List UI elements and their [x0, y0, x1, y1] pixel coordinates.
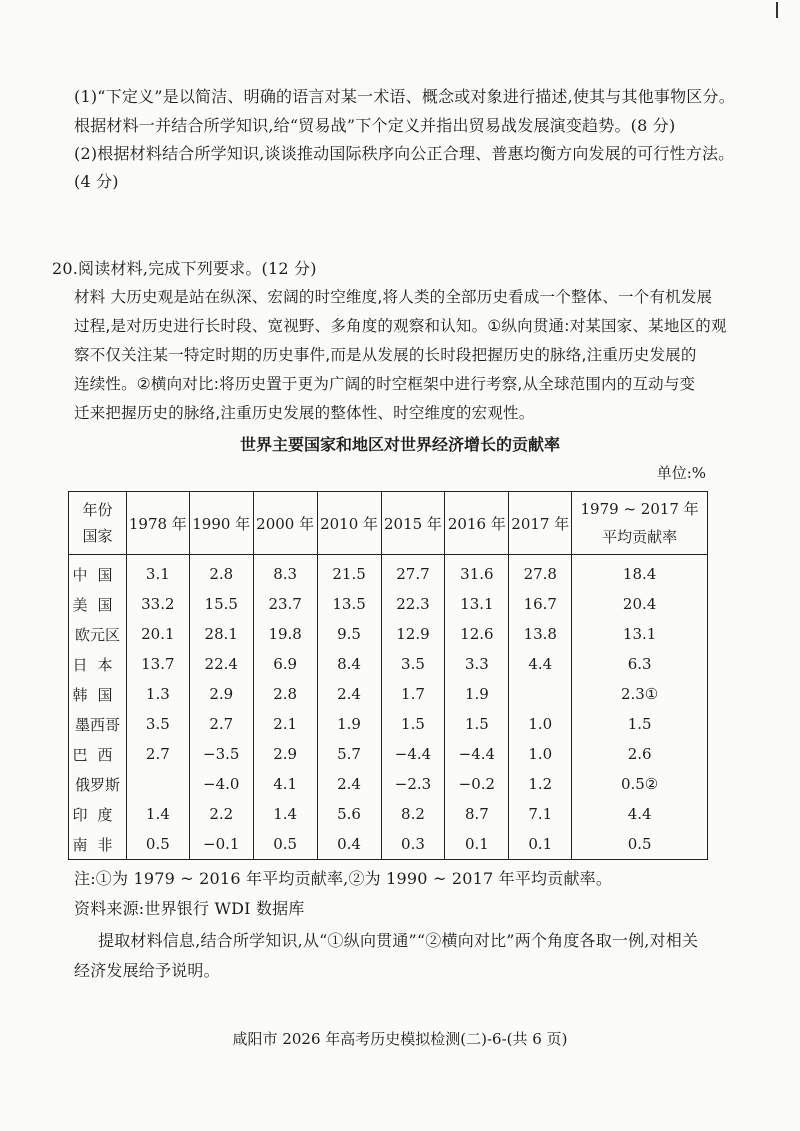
average-cell: 4.4: [572, 799, 708, 829]
value-cell: 16.7: [509, 589, 572, 619]
task-line1: 提取材料信息,结合所学知识,从“①纵向贯通”“②横向对比”两个角度各取一例,对相关: [98, 931, 699, 950]
q19-part2-line1: (2)根据材料结合所学知识,谈谈推动国际秩序向公正合理、普惠均衡方向发展的可行性方法。: [74, 144, 735, 163]
value-cell: 0.3: [381, 829, 445, 860]
year-header: 2000 年: [253, 492, 317, 555]
value-cell: 31.6: [445, 555, 509, 590]
table-row: [69, 829, 708, 860]
year-header: 1978 年: [126, 492, 189, 555]
average-cell: 1.5: [572, 709, 708, 739]
value-cell: 22.4: [189, 649, 253, 679]
average-header-period: 1979 ~ 2017 年: [580, 500, 699, 518]
value-cell: 1.5: [445, 709, 509, 739]
value-cell: 2.2: [189, 799, 253, 829]
country-cell: 南非: [69, 829, 127, 860]
value-cell: 1.2: [509, 769, 572, 799]
country-cell: 欧元区: [69, 619, 127, 649]
scan-edge-mark: [776, 2, 778, 18]
value-cell: 33.2: [126, 589, 189, 619]
value-cell: 1.3: [126, 679, 189, 709]
value-cell: −4.4: [381, 739, 445, 769]
table-row: [69, 679, 708, 709]
value-cell: 23.7: [253, 589, 317, 619]
material-line: 连续性。②横向对比:将历史置于更为广阔的时空框架中进行考察,从全球范围内的互动与变: [74, 375, 696, 393]
value-cell: 2.8: [253, 679, 317, 709]
value-cell: 2.4: [317, 769, 381, 799]
country-cell: 俄罗斯: [69, 769, 127, 799]
value-cell: 7.1: [509, 799, 572, 829]
average-cell: 2.3①: [572, 679, 708, 709]
average-header-label: 平均贡献率: [602, 528, 678, 546]
value-cell: 8.3: [253, 555, 317, 590]
table-row: [69, 739, 708, 769]
table-row: [69, 589, 708, 619]
country-cell: 美国: [69, 589, 127, 619]
value-cell: 0.4: [317, 829, 381, 860]
value-cell: 1.9: [445, 679, 509, 709]
value-cell: 8.2: [381, 799, 445, 829]
data-source: 资料来源:世界银行 WDI 数据库: [74, 899, 305, 918]
value-cell: 2.9: [253, 739, 317, 769]
year-header: 2016 年: [445, 492, 509, 555]
average-cell: 0.5②: [572, 769, 708, 799]
value-cell: 5.6: [317, 799, 381, 829]
value-cell: 13.8: [509, 619, 572, 649]
value-cell: 13.5: [317, 589, 381, 619]
value-cell: 8.7: [445, 799, 509, 829]
table-title: 世界主要国家和地区对世界经济增长的贡献率: [239, 435, 560, 454]
value-cell: 2.1: [253, 709, 317, 739]
value-cell: 1.7: [381, 679, 445, 709]
value-cell: −0.2: [445, 769, 509, 799]
table-row: [69, 619, 708, 649]
material-line: 材料 大历史观是站在纵深、宏阔的时空维度,将人类的全部历史看成一个整体、一个有机发展: [74, 288, 713, 306]
value-cell: 3.1: [126, 555, 189, 590]
corner-country-label: 国家: [82, 527, 113, 545]
task-line2: 经济发展给予说明。: [74, 961, 220, 980]
country-cell: 巴西: [69, 739, 127, 769]
value-cell: 15.5: [189, 589, 253, 619]
value-cell: 9.5: [317, 619, 381, 649]
value-cell: 2.4: [317, 679, 381, 709]
corner-year-label: 年份: [82, 501, 113, 519]
corner-header: [69, 492, 127, 555]
table-row: [69, 769, 708, 799]
value-cell: 1.0: [509, 709, 572, 739]
value-cell: [126, 769, 189, 799]
country-cell: 日本: [69, 649, 127, 679]
q19-part1-line2: 根据材料一并结合所学知识,给“贸易战”下个定义并指出贸易战发展演变趋势。(8 分): [74, 116, 676, 135]
year-header: 2010 年: [317, 492, 381, 555]
material-line: 过程,是对历史进行长时段、宽视野、多角度的观察和认知。①纵向贯通:对某国家、某地区的观: [74, 317, 727, 335]
table-row: [69, 555, 708, 590]
value-cell: 27.7: [381, 555, 445, 590]
average-cell: 20.4: [572, 589, 708, 619]
average-cell: 2.6: [572, 739, 708, 769]
average-cell: 6.3: [572, 649, 708, 679]
year-header: 1990 年: [189, 492, 253, 555]
table-unit: 单位:%: [656, 464, 706, 482]
country-cell: 印度: [69, 799, 127, 829]
average-cell: 0.5: [572, 829, 708, 860]
value-cell: 4.1: [253, 769, 317, 799]
value-cell: 1.0: [509, 739, 572, 769]
value-cell: 28.1: [189, 619, 253, 649]
average-cell: 18.4: [572, 555, 708, 590]
value-cell: 0.5: [253, 829, 317, 860]
value-cell: −0.1: [189, 829, 253, 860]
table-row: [69, 799, 708, 829]
value-cell: 2.7: [126, 739, 189, 769]
year-header: 2017 年: [509, 492, 572, 555]
value-cell: [509, 679, 572, 709]
value-cell: 12.9: [381, 619, 445, 649]
material-line: 迁来把握历史的脉络,注重历史发展的整体性、时空维度的宏观性。: [74, 404, 535, 422]
value-cell: −4.4: [445, 739, 509, 769]
value-cell: 3.3: [445, 649, 509, 679]
value-cell: 3.5: [381, 649, 445, 679]
average-header: [572, 492, 708, 555]
year-header: 2015 年: [381, 492, 445, 555]
contribution-table: [68, 491, 708, 860]
value-cell: 20.1: [126, 619, 189, 649]
value-cell: 22.3: [381, 589, 445, 619]
country-cell: 中国: [69, 555, 127, 590]
value-cell: 1.4: [126, 799, 189, 829]
table-note: 注:①为 1979 ~ 2016 年平均贡献率,②为 1990 ~ 2017 年平均贡献率。: [74, 869, 613, 888]
value-cell: 12.6: [445, 619, 509, 649]
value-cell: 2.8: [189, 555, 253, 590]
value-cell: 3.5: [126, 709, 189, 739]
value-cell: 1.4: [253, 799, 317, 829]
table-row: [69, 709, 708, 739]
value-cell: 5.7: [317, 739, 381, 769]
value-cell: 0.5: [126, 829, 189, 860]
material-line: 察不仅关注某一特定时期的历史事件,而是从发展的长时段把握历史的脉络,注重历史发展的: [74, 346, 697, 364]
page-footer: 咸阳市 2026 年高考历史模拟检测(二)-6-(共 6 页): [232, 1030, 568, 1048]
q19-part2-line2: (4 分): [74, 172, 119, 191]
value-cell: 8.4: [317, 649, 381, 679]
value-cell: 4.4: [509, 649, 572, 679]
country-cell: 墨西哥: [69, 709, 127, 739]
value-cell: 13.1: [445, 589, 509, 619]
value-cell: 19.8: [253, 619, 317, 649]
value-cell: −3.5: [189, 739, 253, 769]
average-cell: 13.1: [572, 619, 708, 649]
country-cell: 韩国: [69, 679, 127, 709]
value-cell: 6.9: [253, 649, 317, 679]
table-body: [69, 555, 708, 860]
value-cell: 1.5: [381, 709, 445, 739]
value-cell: −2.3: [381, 769, 445, 799]
value-cell: 27.8: [509, 555, 572, 590]
value-cell: −4.0: [189, 769, 253, 799]
value-cell: 2.9: [189, 679, 253, 709]
value-cell: 13.7: [126, 649, 189, 679]
q20-stem: 20.阅读材料,完成下列要求。(12 分): [52, 259, 317, 278]
table-header-row: [69, 492, 708, 555]
table-row: [69, 649, 708, 679]
value-cell: 0.1: [509, 829, 572, 860]
value-cell: 0.1: [445, 829, 509, 860]
value-cell: 21.5: [317, 555, 381, 590]
value-cell: 2.7: [189, 709, 253, 739]
q19-part1-line1: (1)“下定义”是以简洁、明确的语言对某一术语、概念或对象进行描述,使其与其他事物区分。: [74, 87, 735, 106]
value-cell: 1.9: [317, 709, 381, 739]
